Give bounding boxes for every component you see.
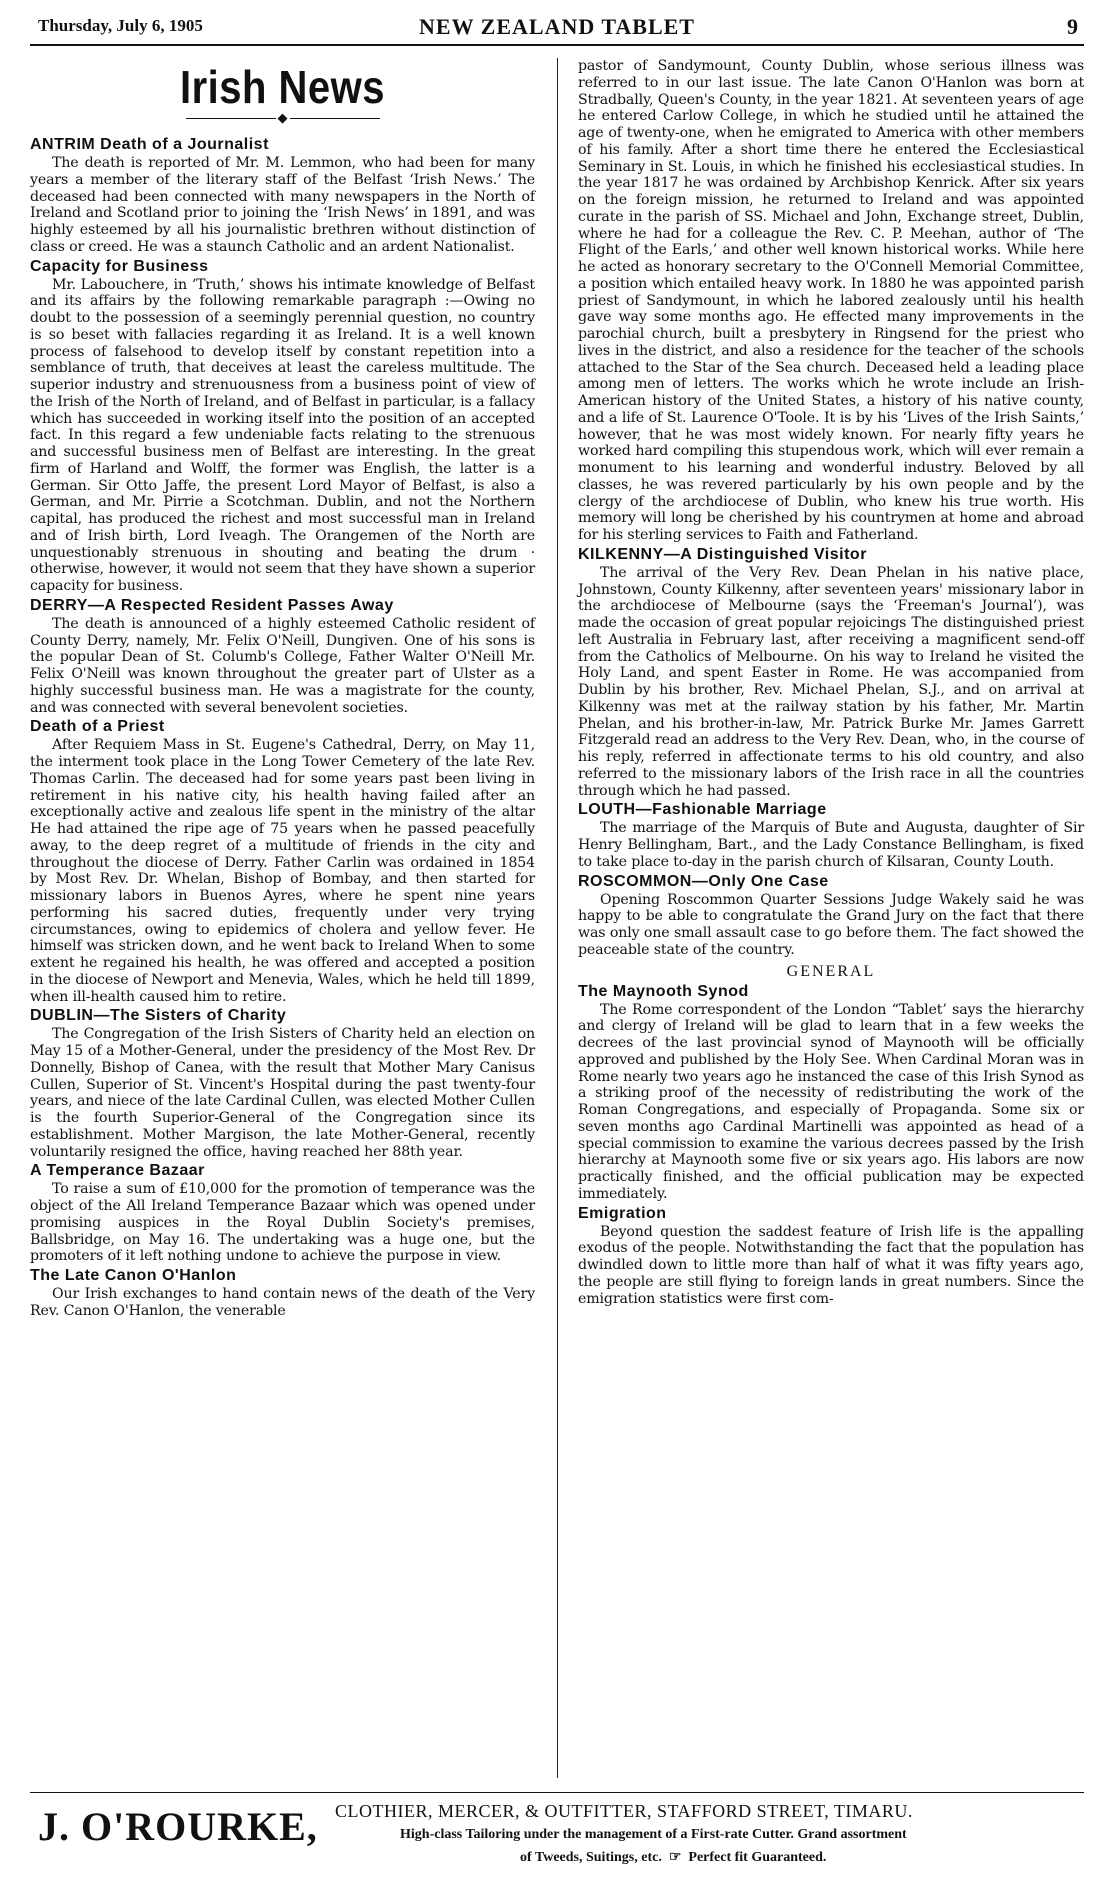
article-body: The Congregation of the Irish Sisters of Charity held an election on May 15 of a Mother-General, under the presidency of the Most Rev. Dr Donnelly, Bishop of Canea, with the result that Mother Mary Canisus Cullen, Superior of St. Vincent's Hospital during the past twenty-four years, and niece of the late Cardinal Cullen, was elected Mother Cullen is the fourth Superior-General of the Congregation since its establishment. Mother Margison, the late Mother-General, recently voluntarily resigned the office, having reached her 88th year. [30, 1026, 535, 1160]
left-column [30, 58, 535, 1320]
article-heading: The Maynooth Synod [578, 982, 749, 1000]
article-body: The death is reported of Mr. M. Lemmon, who had been for many years a member of the literary staff of the Belfast ‘Irish News.’ The deceased had been connected with many newspapers in the North of Ireland and Scotland prior to joining the ‘Irish News’ in 1891, and was highly esteemed by all his journalistic brethren without distinction of class or creed. He was a staunch Catholic and an ardent Nationalist. [30, 155, 535, 255]
article-heading: DERRY—A Respected Resident Passes Away [30, 596, 394, 614]
article-heading: A Temperance Bazaar [30, 1162, 205, 1180]
article-body: After Requiem Mass in St. Eugene's Cathedral, Derry, on May 11, the interment took place in the Long Tower Cemetery of the late Rev. Thomas Carlin. The deceased had for some years past been living in retirement in his native city, his health having failed after an exceptionally active and zealous life spent in the ministry of the altar He had attained the ripe age of 75 years when he passed peacefully away, to the deep regret of a multitude of friends in the city and throughout the diocese of Derry. Father Carlin was ordained in 1854 by Most Rev. Dr. Whelan, Bishop of Bombay, and then started for missionary labors in Buenos Ayres, where he spent nine years performing his sacred duties, frequently under very trying circumstances, owing to epidemics of cholera and yellow fever. He himself was stricken down, and he went back to Ireland When to some extent he regained his health, he was offered and accepted a position in the diocese of Newport and Menevia, Wales, which he held till 1899, when ill-health caused him to retire. [30, 737, 535, 1005]
masthead [30, 14, 1084, 46]
title-ornament: ◆ [30, 111, 535, 126]
article-body: Opening Roscommon Quarter Sessions Judge Wakely said he was happy to be able to congratulate the Grand Jury on the fact that there was only one small assault case to go before them. The fact showed the peaceable state of the country. [578, 891, 1084, 958]
column-divider [557, 58, 558, 1778]
article-body: The arrival of the Very Rev. Dean Phelan in his native place, Johnstown, County Kilkenny, after seventeen years' missionary labor in the archdiocese of Melbourne (says the ‘Freeman's Journal’), was made the occasion of great popular rejoicings The distinguished priest left Australia in February last, after receiving a magnificent send-off from the Catholics of Melbourne. On his way to Ireland he visited the Holy Land, and spent Easter in Rome. He was accompanied from Dublin by his brother, Rev. Michael Phelan, S.J., and on arrival at Kilkenny was met at the railway station by his father, Mr. Martin Phelan, and his brother-in-law, Mr. Patrick Burke Mr. James Garrett Fitzgerald read an address to the Very Rev. Dean, who, in the course of his reply, referred in affectionate terms to his old country, and also referred to the missionary labors of the Irish race in all the countries through which he had passed. [578, 564, 1084, 799]
article-heading: ANTRIM Death of a Journalist [30, 136, 269, 153]
article-heading: ROSCOMMON—Only One Case [578, 872, 829, 890]
article-body: Beyond question the saddest feature of Irish life is the appalling exodus of the people. Notwithstanding the fact that the population has dwindled down to little more than half of what it was fifty years ago, the people are still flying to foreign lands in great numbers. Since the emigration statistics were first com- [578, 1223, 1084, 1307]
advert-line: CLOTHIER, MERCER, & OUTFITTER, STAFFORD STREET, TIMARU. [335, 1801, 913, 1821]
section-title: Irish News [179, 62, 386, 114]
article-heading: Death of a Priest [30, 718, 165, 736]
article-heading: LOUTH—Fashionable Marriage [578, 801, 827, 819]
article-heading: DUBLIN—The Sisters of Charity [30, 1007, 287, 1025]
article-heading: Emigration [578, 1204, 667, 1222]
advert-text: Perfect fit Guaranteed. [688, 1850, 827, 1865]
advert-line [520, 1849, 826, 1866]
right-column [578, 58, 1084, 1307]
advert-text: of Tweeds, Suitings, etc. [520, 1850, 662, 1865]
article-body: The marriage of the Marquis of Bute and Augusta, daughter of Sir Henry Bellingham, Bart., and the Lady Constance Bellingham, is fixed to take place to-day in the parish church of Kilsaran, County Louth. [578, 820, 1084, 870]
article-body: To raise a sum of £10,000 for the promotion of temperance was the object of the All Ireland Temperance Bazaar which was opened under promising auspices in the Royal Dublin Society's premises, Ballsbridge, on May 16. The undertaking was a huge one, but the promoters of it left nothing undone to achieve the purpose in view. [30, 1181, 535, 1265]
general-heading: GENERAL [786, 962, 876, 980]
article-body-continued: pastor of Sandymount, County Dublin, whose serious illness was referred to in our last issue. The late Canon O'Hanlon was born at Stradbally, Queen's County, in the year 1821. At seventeen years of age he entered Carlow College, in which he studied until he attained the age of twenty-one, when he emigrated to America with other members of his family. After a short time there he entered the Ecclesiastical Seminary in St. Louis, in which he finished his ecclesiastical studies. In the year 1817 he was ordained by Archbishop Kenrick. After six years on the foreign mission, he returned to Ireland and was appointed curate in the parish of SS. Michael and John, Exchange street, Dublin, where he had for a colleague the Rev. C. P. Meehan, author of ‘The Flight of the Earls,’ and other well known historical works. While here he acted as honorary secretary to the O'Connell Memorial Committee, a position which entailed heavy work. In 1880 he was appointed parish priest of Sandymount, in which he labored zealously until his health gave way some months ago. He effected many improvements in the parochial church, built a presbytery in Ringsend for the priest who lives in the district, and also a residence for the teacher of the schools attached to the Star of the Sea church. Deceased held a leading place among men of letters. The works which he wrote include an Irish-American history of the United States, a history of his native county, and a life of St. Laurence O'Toole. It is by his ‘Lives of the Irish Saints,’ however, that he was most widely known. For nearly fifty years he worked hard compiling this stupendous work, which will ever remain a monument to his learning and wonderful industry. Beloved by all classes, he was revered particularly by his own people and by the clergy of the archdiocese of Dublin, who knew his true worth. His memory will long be cherished by his countrymen at home and abroad for his sterling services to Faith and Fatherland. [578, 58, 1084, 543]
article-body: Mr. Labouchere, in ‘Truth,’ shows his intimate knowledge of Belfast and its affairs by the following remarkable paragraph :—Owing no doubt to the possession of a seemingly perennial question, no country is so beset with fallacies regarding it as Ireland. It is a well known process of falsehood to develop itself by constant repetition into a semblance of truth, that deceives at least the careless multitude. The superior industry and strenuousness from a business point of view of the Irish of the North of Ireland, and of Belfast in particular, is a fallacy which has succeeded in working itself into the position of an accepted fact. In this regard a few undeniable facts relating to the strenuous and successful business men of Belfast are interesting. In the great firm of Harland and Wolff, the former was English, the latter is a German. Sir Otto Jaffe, the present Lord Mayor of Belfast, is also a German, and Mr. Pirrie a Scotchman. Dublin, and not the Northern capital, has produced the richest and most successful man in Ireland and of Irish birth, Lord Iveagh. The Orangemen of the North are unquestionably strenuous in shouting and beating the drum · otherwise, however, it would not seem that they have shown a superior capacity for business. [30, 276, 535, 594]
article-heading: The Late Canon O'Hanlon [30, 1267, 237, 1284]
advertiser-name: J. O'ROURKE, [38, 1804, 318, 1849]
article-body: Our Irish exchanges to hand contain news of the death of the Very Rev. Canon O'Hanlon, the venerable [30, 1286, 535, 1319]
advertisement [30, 1792, 1084, 1873]
article-body: The Rome correspondent of the London “Tablet’ says the hierarchy and clergy of Ireland will be glad to learn that in a few weeks the decrees of the last provincial synod of Maynooth will be officially approved and published by the Holy See. When Cardinal Moran was in Rome nearly two years ago he instanced the case of this Irish Synod as a striking proof of the necessity of redistributing the work of the Roman Congregations, and especially of Propaganda. Some six or seven months ago Cardinal Martinelli was appointed as head of a special commission to examine the various decrees passed by the Irish hierarchy at Maynooth some five or six years ago. His labors are now practically finished, and the official publication may be expected immediately. [578, 1001, 1084, 1202]
article-heading: Capacity for Business [30, 257, 209, 275]
advert-line: High-class Tailoring under the management of a First-rate Cutter. Grand assortment [400, 1827, 907, 1842]
article-heading: KILKENNY—A Distinguished Visitor [578, 545, 867, 563]
page-number: 9 [1067, 14, 1078, 39]
pointing-hand-icon: ☞ [665, 1850, 685, 1865]
newspaper-title: NEW ZEALAND TABLET [419, 14, 695, 39]
article-body: The death is announced of a highly esteemed Catholic resident of County Derry, namely, Mr. Felix O'Neill, Dungiven. One of his sons is the popular Dean of St. Columb's College, Father Walter O'Neill Mr. Felix O'Neill was known throughout the greater part of Ulster as a highly successful business man. He was a magistrate for the county, and was connected with several benevolent societies. [30, 615, 535, 716]
issue-date: Thursday, July 6, 1905 [38, 16, 203, 35]
